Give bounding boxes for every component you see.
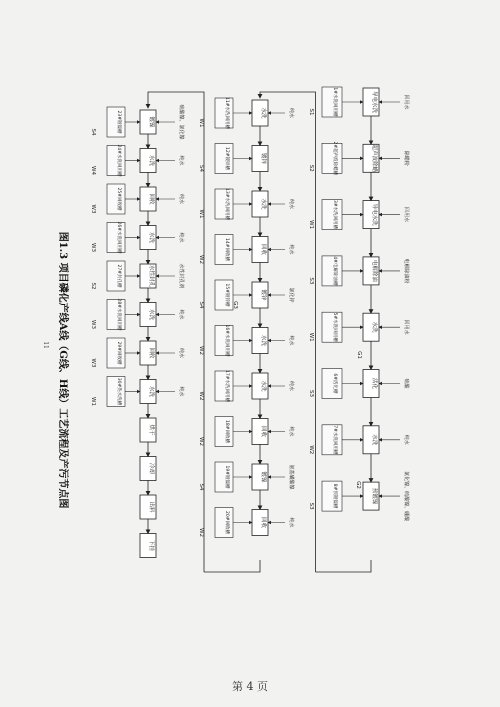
process-step-label: 回收 (260, 425, 266, 438)
input-material: 回用水 (403, 207, 409, 223)
tank-label: 24#水洗回用槽 (116, 144, 121, 177)
process-step-label: 导电水洗 (371, 203, 377, 226)
process-step-label: 烘干 (148, 424, 154, 436)
process-step-label: 活化 (371, 377, 377, 390)
tank-box (107, 223, 125, 253)
tank-label: 14#回收槽 (224, 238, 229, 261)
pollution-node: W3 (90, 204, 96, 214)
process-step-label: 回收 (148, 347, 154, 359)
tank-label: 3#水洗回用槽 (332, 200, 337, 230)
process-step-label: 下挂 (148, 539, 154, 552)
input-material: 纯水 (288, 517, 294, 528)
input-material: 纯水 (178, 309, 184, 320)
tank-label: 26#水洗回用槽 (116, 221, 121, 254)
process-step-label: 电解除油 (371, 259, 377, 282)
process-step-label: 水洗 (371, 434, 377, 446)
input-material: 水性封孔剂 (178, 263, 184, 289)
pollution-node: W3 (90, 358, 96, 368)
tank-label: 27#封孔槽 (116, 264, 121, 288)
input-material: 纯水 (288, 426, 294, 437)
pollution-node: S3 (308, 277, 314, 285)
pollution-node: S2 (90, 282, 96, 290)
tank-label: 28#水洗回用槽 (116, 298, 121, 331)
input-material: 纯水 (288, 244, 294, 255)
input-material: 纯水 (178, 193, 184, 205)
gas-node: G3 (232, 301, 238, 309)
tank-label: 23#镀镍槽 (116, 110, 121, 134)
process-step-label: 水洗 (148, 154, 154, 167)
pollution-node: W1 (198, 209, 204, 219)
tank-label: 16#水洗回用槽 (224, 324, 229, 357)
column-2 (198, 97, 295, 538)
tank-box (215, 326, 233, 356)
pollution-node: W2 (198, 346, 204, 355)
input-material: 纯水 (288, 198, 294, 210)
input-material: 纯水 (288, 107, 294, 119)
process-step-label: 回收 (148, 193, 154, 205)
process-step-label: 回收 (260, 243, 266, 256)
input-material: 回用水 (403, 319, 409, 335)
pollution-node: W4 (90, 166, 96, 175)
column-connector-bottom (316, 560, 372, 572)
process-step-label: 出料 (148, 501, 154, 513)
tank-box (107, 107, 125, 137)
process-step-label: 水洗 (148, 231, 154, 244)
page-number: 第 4 页 (232, 680, 268, 693)
process-step-label: 镀锌 (260, 289, 266, 301)
tank-box (215, 144, 233, 174)
pollution-node: S4 (198, 301, 204, 309)
process-step-label: 镀锌 (260, 152, 266, 165)
pollution-node: W1 (308, 332, 314, 342)
pollution-node: S4 (90, 128, 96, 136)
input-material: 纯水 (403, 434, 409, 445)
tank-label: 11#水洗回用槽 (224, 97, 229, 129)
tank-label: 6#活化槽 (332, 373, 337, 394)
pollution-node: S4 (198, 483, 204, 491)
figure-caption: 图1.3 项目磷化产线A线（G线、H线）工艺流程及产污节点图 (57, 231, 68, 509)
tank-box (107, 146, 125, 176)
tank-box (107, 184, 125, 214)
tank-box (322, 87, 342, 117)
pollution-node: W2 (198, 437, 204, 446)
pollution-node: S2 (308, 164, 314, 172)
process-step-label: 导电水洗 (371, 90, 377, 114)
tank-label: 18#回收槽 (224, 420, 229, 443)
tank-box (215, 462, 233, 492)
pollution-node: S4 (198, 165, 204, 172)
tank-label: 8#预镀镍槽 (332, 483, 337, 509)
pollution-node: W2 (198, 391, 204, 401)
process-step-label: 回收 (260, 516, 266, 529)
process-step-label: 水洗 (260, 334, 266, 347)
tank-label: 17#水洗回用槽 (224, 370, 229, 402)
process-step-label: 水洗 (148, 308, 154, 321)
tank-box (215, 371, 233, 401)
pollution-node: W2 (198, 255, 204, 264)
pollution-node: S3 (308, 502, 314, 510)
input-material: 硫酸镍、氯化镍 (178, 104, 184, 140)
pollution-node: W2 (308, 445, 314, 455)
tank-label: 25#回收槽 (116, 187, 121, 211)
column-connector-bottom (204, 560, 260, 572)
input-material: 纯水 (288, 335, 294, 346)
pollution-node: W1 (308, 220, 314, 230)
pollution-node: S1 (308, 108, 314, 116)
input-material: 回用水 (403, 94, 409, 110)
tank-label: 15#镀锌槽 (224, 283, 229, 307)
tank-label: 20#回收槽 (224, 511, 229, 534)
input-material: 纯水 (178, 232, 184, 243)
input-material: 纯水 (178, 155, 184, 166)
gas-node: G1 (356, 351, 362, 359)
tank-label: 29#回收槽 (116, 341, 121, 365)
input-material: 氯化镍、硫酸镍、硼酸 (403, 471, 409, 522)
pollution-node: W3 (90, 320, 96, 329)
process-step-label: 镀镍 (148, 116, 154, 128)
tank-label: 5#水洗回用槽 (332, 312, 337, 342)
process-step-label: 水洗 (260, 380, 266, 392)
tank-label: 13#水洗回用槽 (224, 188, 229, 220)
input-material: 纯水 (178, 347, 184, 359)
pollution-node: W2 (198, 528, 204, 537)
input-material: 硫酸 (403, 378, 409, 389)
process-step-label: 水洗 (260, 107, 266, 119)
process-step-label: 冷却 (148, 462, 154, 475)
tank-box (107, 338, 125, 368)
process-step-label: 预镀镍 (371, 487, 377, 505)
input-material: 纯水 (288, 380, 294, 392)
process-step-label: 水洗 (371, 321, 377, 333)
tank-label: 4#电解除油槽 (332, 256, 337, 286)
tank-label: 1#水洗回用槽 (332, 87, 337, 117)
tank-box (322, 369, 342, 399)
process-step-label: 镀镍 (260, 471, 266, 483)
gas-node: G2 (355, 481, 361, 489)
tank-label: 12#镀锌槽 (224, 147, 229, 170)
pollution-node: W1 (90, 397, 96, 406)
input-material: 除蜡粉 (403, 150, 409, 166)
pollution-node: S3 (308, 390, 314, 397)
margin-note: 11 (42, 341, 49, 349)
tank-label: 30#热水洗槽 (116, 377, 121, 406)
tank-box (215, 98, 233, 128)
tank-label: 7#水洗回用槽 (332, 425, 337, 455)
column-3 (90, 104, 185, 557)
column-1 (308, 87, 410, 522)
tank-box (107, 261, 125, 291)
tank-box (215, 417, 233, 447)
input-material: 氨基磺酸镍 (288, 464, 294, 490)
process-step-label: 超声波除蜡 (371, 144, 377, 173)
input-material: 纯水 (178, 386, 184, 397)
tank-box (215, 235, 233, 265)
tank-box (215, 280, 233, 310)
tank-box (107, 377, 125, 407)
input-material: 氯化锌 (288, 287, 294, 303)
process-step-label: 水洗 (148, 385, 154, 398)
tank-label: 19#镀镍槽 (224, 465, 229, 489)
input-material: 电解除油粉 (403, 258, 409, 284)
tank-box (215, 508, 233, 538)
pollution-node: W1 (198, 118, 204, 128)
tank-box (215, 189, 233, 219)
tank-box (107, 300, 125, 330)
tank-label: 2#超声波除蜡槽 (332, 141, 337, 176)
pollution-node: W3 (90, 243, 96, 252)
process-step-label: 水性封孔 (148, 264, 154, 288)
process-step-label: 水洗 (260, 198, 266, 210)
